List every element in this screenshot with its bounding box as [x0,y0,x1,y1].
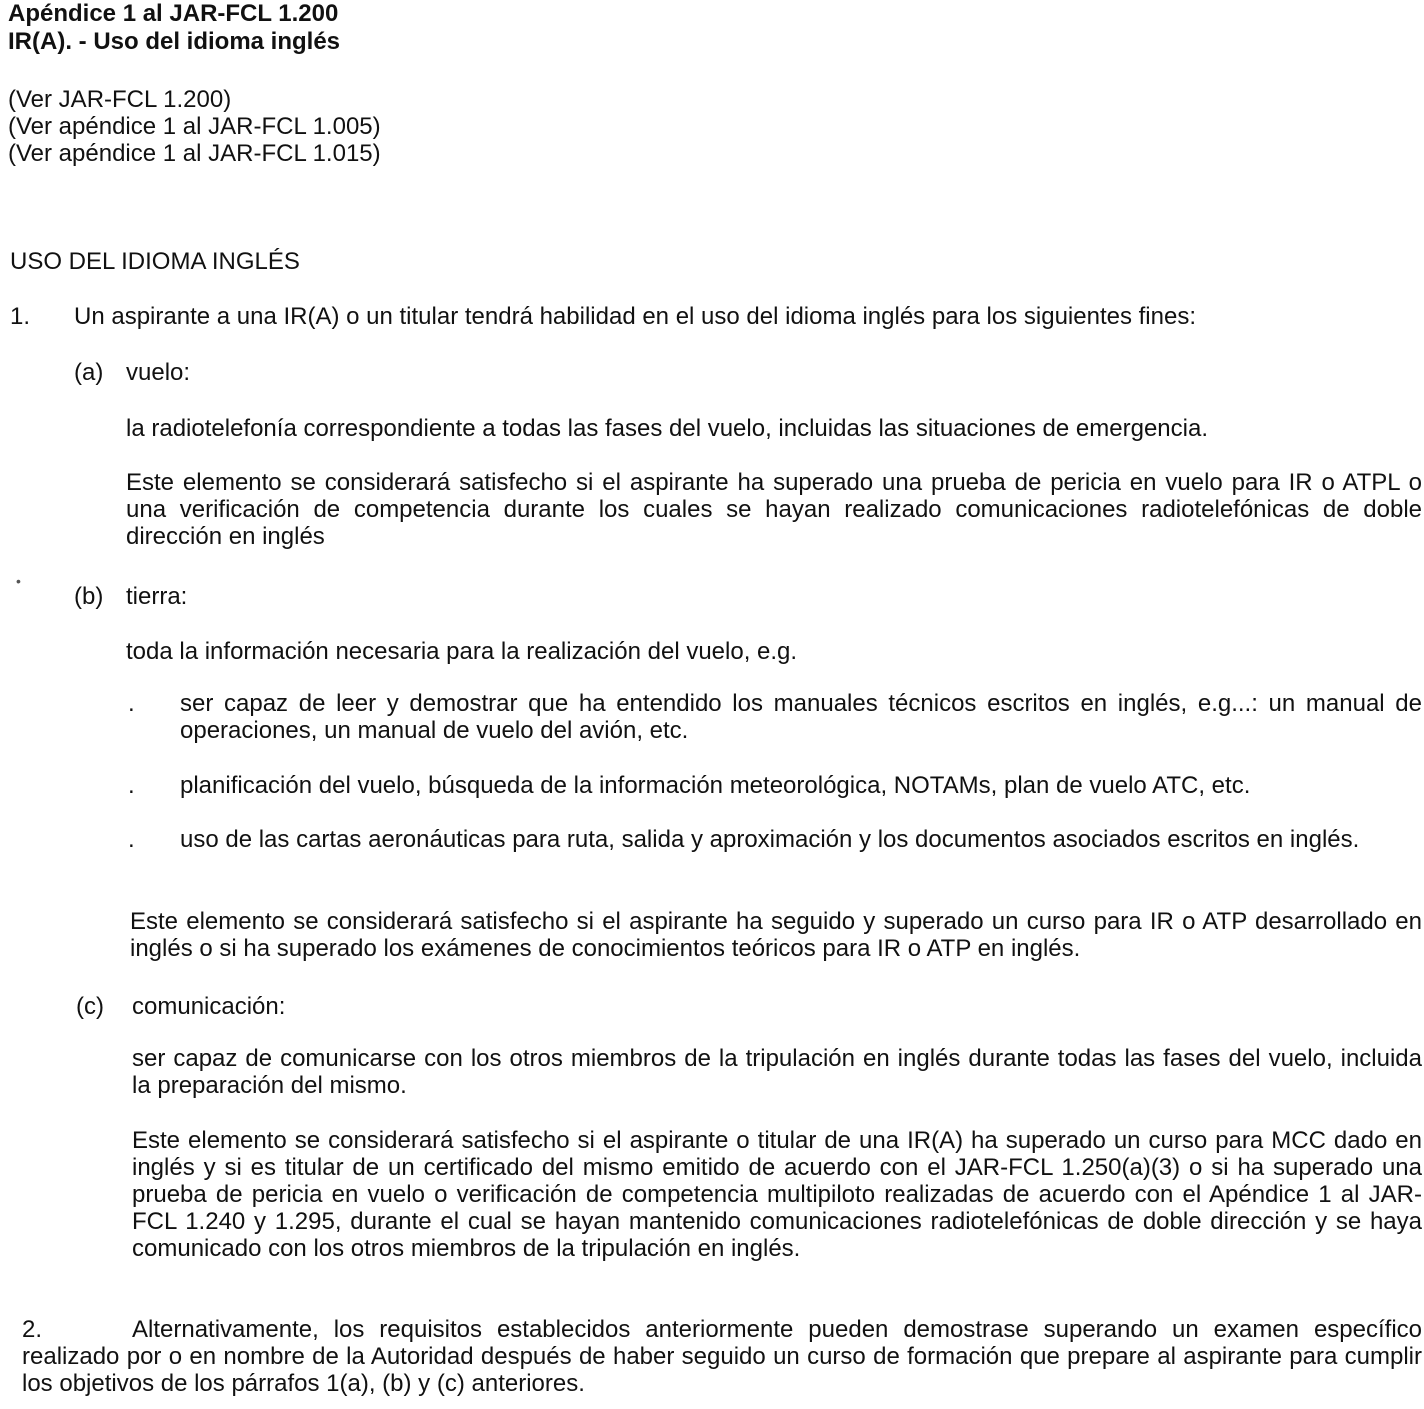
bullet-item: uso de las cartas aeronáuticas para ruta, salida y aproximación y los documentos asociados escritos en inglés. [180,826,1360,853]
paragraph: Este elemento se considerará satisfecho si el aspirante ha superado una prueba de pericia en vuelo para IR o ATPL o una verificación de competencia durante los cuales se hayan realizado comunicaciones radiotelefónicas de doble dirección en inglés [126,469,1422,550]
item-number: 1. [10,303,31,330]
subitem-label: (c) [76,993,104,1020]
item-text: Alternativamente, los requisitos establecidos anteriormente pueden demostrase superando un examen específico realizado por o en nombre de la Autoridad después de haber seguido un curso de formación que prepare al aspirante para cumplir los objetivos de los párrafos 1(a), (b) y (c) anteriores. [22,1316,1422,1397]
item-number: 2. [22,1316,43,1343]
paragraph: Este elemento se considerará satisfecho si el aspirante ha seguido y superado un curso para IR o ATP desarrollado en inglés o si ha superado los exámenes de conocimientos teóricos para IR o ATP en inglés. [130,908,1422,962]
subitem-title: vuelo: [126,359,191,386]
bullet-item: ser capaz de leer y demostrar que ha entendido los manuales técnicos escritos en inglés, e.g...: un manual de operaciones, un manual de vuelo del avión, etc. [180,690,1422,744]
bullet-item: planificación del vuelo, búsqueda de la información meteorológica, NOTAMs, plan de vuelo ATC, etc. [180,772,1251,799]
subitem-title: comunicación: [132,993,286,1020]
subitem-label: (b) [74,583,104,610]
bullet-mark: . [128,826,135,853]
subitem-title: tierra: [126,583,188,610]
document-title: Apéndice 1 al JAR-FCL 1.200 [8,0,339,27]
reference-line: (Ver apéndice 1 al JAR-FCL 1.015) [8,140,381,167]
paragraph: la radiotelefonía correspondiente a todas las fases del vuelo, incluidas las situaciones de emergencia. [126,415,1208,442]
document-subtitle: IR(A). - Uso del idioma inglés [8,28,341,55]
paragraph: Este elemento se considerará satisfecho si el aspirante o titular de una IR(A) ha superado un curso para MCC dado en inglés y si es titular de un certificado del mismo emitido de acuerdo con el JAR-FCL 1.250(a)(3) o si ha superado una prueba de pericia en vuelo o verificación de competencia multipiloto realizadas de acuerdo con el Apéndice 1 al JAR-FCL 1.240 y 1.295, durante el cual se hayan mantenido comunicaciones radiotelefónicas de doble dirección y se haya comunicado con los otros miembros de la tripulación en inglés. [132,1127,1422,1262]
paragraph: toda la información necesaria para la realización del vuelo, e.g. [126,638,798,665]
subitem-label: (a) [74,359,104,386]
bullet-mark: . [128,690,135,717]
reference-line: (Ver apéndice 1 al JAR-FCL 1.005) [8,113,381,140]
item-paragraph [22,1316,1422,1397]
paragraph: ser capaz de comunicarse con los otros miembros de la tripulación en inglés durante todas las fases del vuelo, incluida la preparación del mismo. [132,1045,1422,1099]
bullet-mark: . [128,772,135,799]
item-text: Un aspirante a una IR(A) o un titular tendrá habilidad en el uso del idioma inglés para los siguientes fines: [74,303,1196,330]
reference-line: (Ver JAR-FCL 1.200) [8,86,232,113]
scan-mark: • [16,573,21,589]
section-heading: USO DEL IDIOMA INGLÉS [10,248,300,275]
